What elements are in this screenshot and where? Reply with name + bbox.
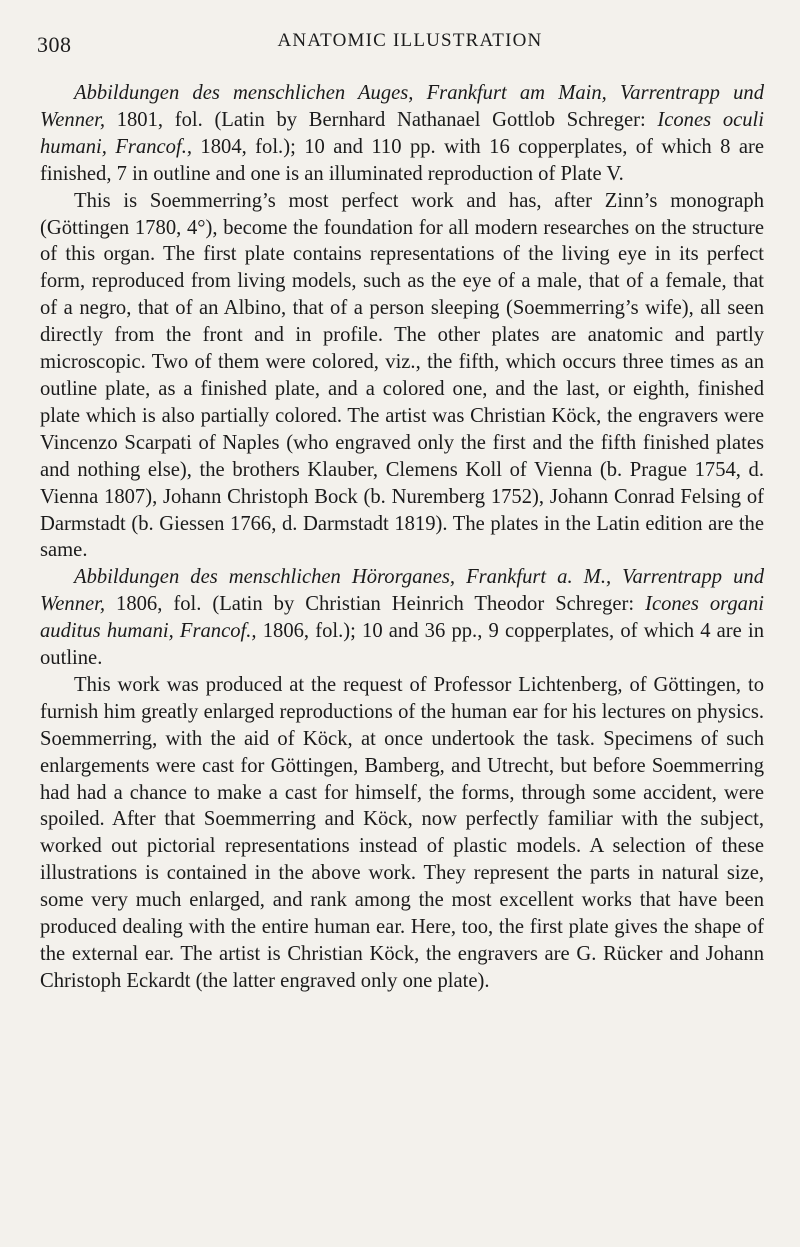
latin-title: Icones oculi humani, Francof., [40,108,764,158]
paragraph-text: This is Soemmerring’s most perfect work and has, after Zinn’s monograph (Göttingen 1780, 4°), become the foundation for all modern researches on the structure of this organ. The first plate contains representations of the living eye in its perfect form, reproduced from living models, such as the eye of a male, that of a female, that of a negro, that of an Albino, that of a person sleeping (Soemmerring’s wife), all seen directly from the front and in profile. The other plates are anatomic and partly microscopic. Two of them were colored, viz., the fifth, which occurs three times as an outline plate, as a finished plate, and a colored one, and the last, or eighth, finished plate which is also partially colored. The artist was Christian Köck, the engravers were Vincenzo Scarpati of Naples (who engraved only the first and the fifth finished plates and nothing else), the brothers Klauber, Clemens Koll of Vienna (b. Prague 1754, d. Vienna 1807), Johann Christoph Bock (b. Nuremberg 1752), Johann Conrad Felsing of Darmstadt (b. Giessen 1766, d. Darmstadt 1819). The plates in the Latin edition are the same. [40,189,764,562]
running-title: ANATOMIC ILLUSTRATION [277,30,543,51]
paragraph-ear-description [40,672,764,995]
page-number: 308 [37,32,72,57]
entry-details: 1806, fol. (Latin by Christian Heinrich Theodor Schreger: [105,593,646,616]
body-text [40,80,764,995]
entry-title: Abbildungen des menschlichen Hörorganes, Frankfurt a. M., Varrentrapp und Wenner, [40,566,764,616]
entry-details: 1806, fol.); 10 and 36 pp., 9 copperplates, of which 4 are in outline. [40,620,764,670]
entry-details: 1804, fol.); 10 and 110 pp. with 16 copperplates, of which 8 are finished, 7 in outline and one is an illuminated reproduction of Plate V. [40,135,764,185]
bibliographic-entry-eye [40,80,764,188]
entry-details: 1801, fol. (Latin by Bernhard Nathanael Gottlob Schreger: [105,108,658,131]
latin-title: Icones organi auditus humani, Francof., [40,593,764,643]
entry-title: Abbildungen des menschlichen Auges, Frankfurt am Main, Varrentrapp und Wenner, [40,82,764,131]
bibliographic-entry-ear [40,564,764,672]
paragraph-text: This work was produced at the request of Professor Lichtenberg, of Göttingen, to furnish him greatly enlarged reproductions of the human ear for his lectures on physics. Soemmerring, with the aid of Köck, at once undertook the task. Specimens of such enlargements were cast for Göttingen, Bamberg, and Utrecht, but before Soemmerring had had a chance to make a cast for himself, the forms, through some accident, were spoiled. After that Soemmerring and Köck, now perfectly familiar with the subject, worked out pictorial representations instead of plastic models. A selection of these illustrations is contained in the above work. They represent the parts in natural size, some very much enlarged, and rank among the most excellent works that have been produced dealing with the entire human ear. Here, too, the first plate gives the shape of the external ear. The artist is Christian Köck, the engravers are G. Rücker and Johann Christoph Eckardt (the latter engraved only one plate). [40,673,764,992]
paragraph-eye-description [40,188,764,565]
